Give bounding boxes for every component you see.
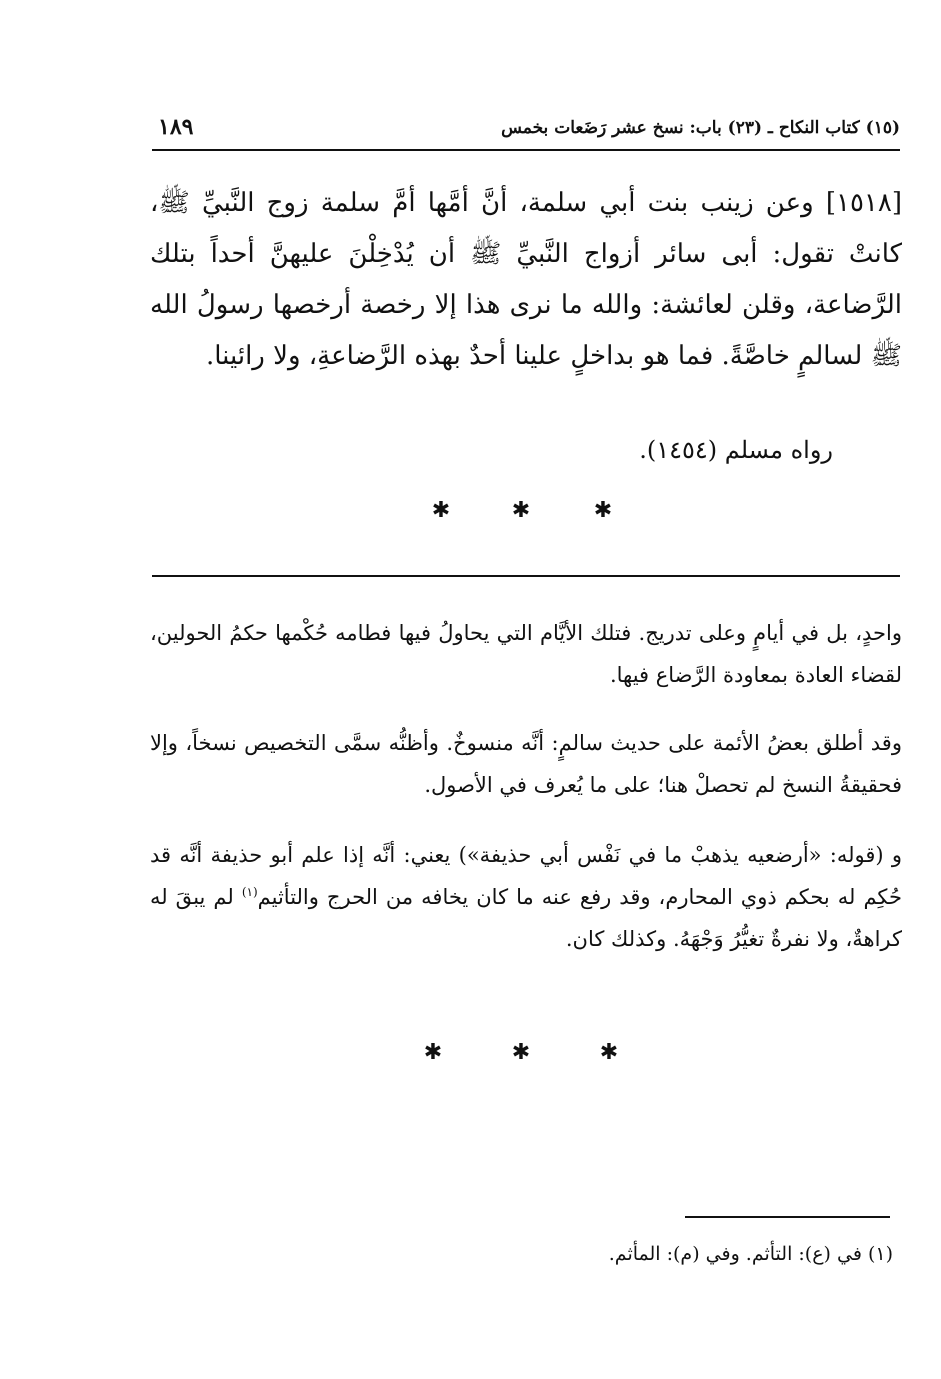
- page-header: [152, 112, 900, 148]
- separator-star-icon: ✱: [593, 498, 613, 523]
- commentary-paragraph-2: وقد أطلق بعضُ الأئمة على حديث سالمٍ: أنَّه منسوخٌ. وأظنُّه سمَّى التخصيص نسخاً، وإلا فحقيقةُ النسخ لم تحصلْ هنا؛ على ما يُعرف في الأصول.: [150, 731, 902, 797]
- section-separator: [0, 498, 941, 528]
- footnote-marker: (١): [241, 885, 258, 899]
- footnote-rule: [685, 1216, 890, 1218]
- separator-star-icon: ✱: [431, 498, 451, 523]
- footnote: (١) في (ع): التأثم. وفي (م): المأثم.: [608, 1243, 893, 1265]
- commentary-rule: [152, 575, 900, 577]
- separator-star-icon: ✱: [511, 498, 531, 523]
- header-rule: [152, 149, 900, 151]
- hadith-source: رواه مسلم (١٤٥٤).: [639, 436, 833, 464]
- page-number: ١٨٩: [158, 114, 194, 140]
- separator-star-icon: ✱: [511, 1040, 531, 1065]
- running-title: (١٥) كتاب النكاح ـ (٢٣) باب: نسخ عشر رَضَعات بخمس: [501, 118, 900, 138]
- commentary-paragraph-1: واحدٍ، بل في أيامٍ وعلى تدريج. فتلك الأيَّام التي يحاولُ فيها فطامه حُكْمها حكمُ الحولين، لقضاء العادة بمعاودة الرَّضاع فيها.: [150, 621, 902, 687]
- separator-star-icon: ✱: [423, 1040, 443, 1065]
- commentary-paragraph-3-text: و (قوله: «أرضعيه يذهبْ ما في نَفْس أبي حذيفة») يعني: أنَّه إذا علم أبو حذيفة أنَّه قد حُكِم له بحكم ذوي المحارم، وقد رفع عنه ما كان يخافه من الحرج والتأثيم: [150, 843, 902, 909]
- hadith-text: [١٥١٨] وعن زينب بنت أبي سلمة، أنَّ أمَّها أمَّ سلمة زوج النَّبيِّ ﷺ، كانتْ تقول: أبى سائر أزواج النَّبيِّ ﷺ أن يُدْخِلْنَ عليهنَّ أحداً بتلك الرَّضاعة، وقلن لعائشة: والله ما نرى هذا إلا رخصة أرخصها رسولُ الله ﷺ لسالمٍ خاصَّةً. فما هو بداخلٍ علينا أحدٌ بهذه الرَّضاعةِ، ولا رائينا.: [150, 188, 902, 371]
- section-separator: [0, 1040, 941, 1070]
- commentary-paragraph-3: [150, 834, 902, 960]
- commentary-paragraph-3-end: لم يبقَ له كراهةٌ، ولا نفرةٌ تغيُّرُ وَجْهَهُ. وكذلك كان.: [150, 885, 902, 951]
- separator-star-icon: ✱: [599, 1040, 619, 1065]
